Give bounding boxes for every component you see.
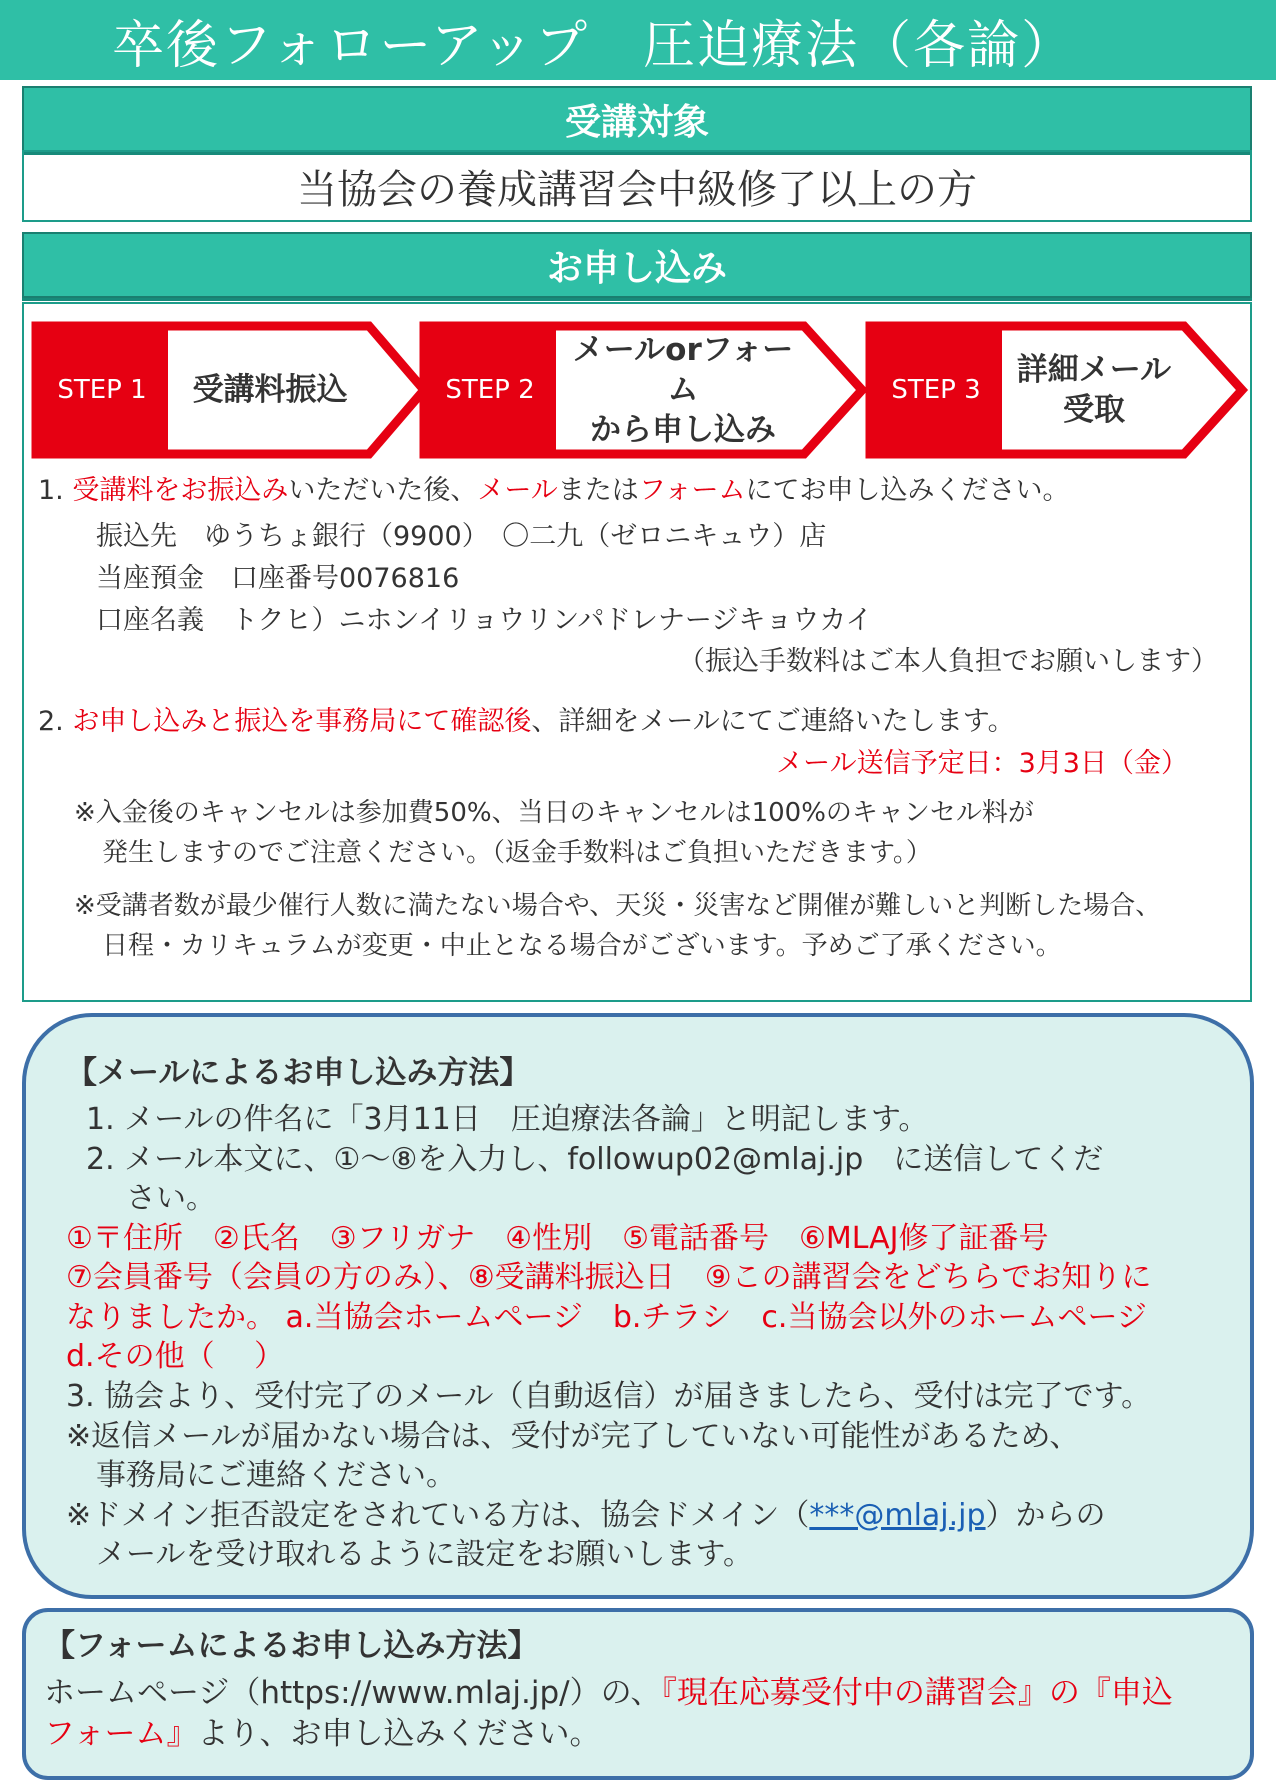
target-box — [22, 150, 1252, 222]
step-1-text: 受講料振込 — [192, 371, 348, 408]
mail-step-1: 1. メールの件名に「3月11日 圧迫療法各論」と明記します。 — [86, 1101, 929, 1137]
mail-note-2: ※ドメイン拒否設定をされている方は、協会ドメイン（***@mlaj.jp）からの — [66, 1497, 1106, 1533]
mail-step-2: 2. メール本文に、①～⑧を入力し、followup02@mlaj.jp に送信してくだ — [86, 1141, 1104, 1177]
apply-instructions — [38, 470, 1238, 966]
mail-send-date: メール送信予定日：3月3日（金） — [776, 748, 1188, 780]
bank-line-1: 振込先 ゆうちょ銀行（9900） 〇二九（ゼロニキュウ）店 — [96, 520, 827, 552]
target-text: 当協会の養成講習会中級修了以上の方 — [297, 166, 977, 213]
cancel-note: ※入金後のキャンセルは参加費50%、当日のキャンセルは100%のキャンセル料が 発生しますのでご注意ください。（返金手数料はご負担いただきます。） — [74, 797, 1034, 869]
mail-method-content: 【メールによるお申し込み方法】 1. メールの件名に「3月11日 圧迫療法各論」と明記します。 2. メール本文に、①～⑧を入力し、followup02@mlaj.jp に送信してくだ さい。 ①〒住所 ②氏名 ③フリガナ ④性別 ⑤電話番号 ⑥MLAJ修了証番号 ⑦会員番号（会員の方のみ）、⑧受講料振込日 ⑨この講習会をどちらでお知りに なりましたか。 a.当協会ホームページ b.チラシ c.当協会以外のホームページ d.その他（ ） 3. 協会より、受付完了のメール（自動返信）が届きましたら、受付は完了です。 ※返信メールが届かない場合は、受付が完了していない可能性があるため、 事務局にご連絡ください。 ※ドメイン拒否設定をされている方は、協会ドメイン（***@mlaj.jp）からの メールを受け取れるように設定をお願いします。 — [66, 1053, 1220, 1575]
fee-note: （振込手数料はご本人負担でお願いします） — [678, 646, 1218, 678]
apply-item-2: 2. お申し込みと振込を事務局にて確認後、詳細をメールにてご連絡いたします。 — [38, 706, 1015, 738]
step-flow — [24, 316, 1254, 460]
page-header — [0, 0, 1276, 80]
form-method-content — [44, 1626, 1220, 1755]
minimum-note: ※受講者数が最少催行人数に満たない場合や、天災・災害など開催が難しいと判断した場合、 日程・カリキュラムが変更・中止となる場合がございます。予めご了承ください。 — [74, 890, 1162, 961]
apply-section — [22, 302, 1252, 1002]
bank-line-2: 当座預金 口座番号0076816 — [96, 562, 460, 594]
form-method-box — [22, 1608, 1254, 1780]
step-1-label: STEP 1 — [36, 326, 168, 454]
mail-step-3: 3. 協会より、受付完了のメール（自動返信）が届きましたら、受付は完了です。 — [66, 1379, 1152, 1415]
mail-required-fields: ①〒住所 ②氏名 ③フリガナ ④性別 ⑤電話番号 ⑥MLAJ修了証番号 ⑦会員番号（会員の方のみ）、⑧受講料振込日 ⑨この講習会をどちらでお知りに なりましたか。 a.当協会ホームページ b.チラシ c.当協会以外のホームページ d.その他（ ） — [66, 1220, 1152, 1375]
bank-line-3: 口座名義 トクヒ）ニホンイリョウリンパドレナージキョウカイ — [96, 604, 873, 636]
form-method-text-2: フォーム』より、お申し込みください。 — [44, 1715, 601, 1752]
mail-method-heading: 【メールによるお申し込み方法】 — [66, 1055, 531, 1091]
step-2-label: STEP 2 — [424, 326, 556, 454]
form-method-text-1: ホームページ（https://www.mlaj.jp/）の、『現在応募受付中の講習会』の『申込 — [44, 1674, 1173, 1711]
form-method-heading: 【フォームによるお申し込み方法】 — [44, 1628, 539, 1664]
domain-link[interactable]: ***@mlaj.jp — [809, 1497, 986, 1533]
apply-item-1: 1. 受講料をお振込みいただいた後、メールまたはフォームにてお申し込みください。 — [38, 475, 1070, 506]
page-title: 卒後フォローアップ 圧迫療法（各論） — [112, 15, 1076, 76]
step-3-text: 詳細メール 受取 — [1016, 351, 1172, 428]
apply-heading: お申し込み — [22, 232, 1252, 298]
bank-info — [96, 516, 1238, 642]
mail-method-box — [22, 1013, 1254, 1599]
step-2-text: メールorフォーム から申し込み — [572, 331, 794, 449]
mail-note-1: ※返信メールが届かない場合は、受付が完了していない可能性があるため、 — [66, 1418, 1080, 1454]
step-3-label: STEP 3 — [870, 326, 1002, 454]
target-heading: 受講対象 — [22, 86, 1252, 152]
